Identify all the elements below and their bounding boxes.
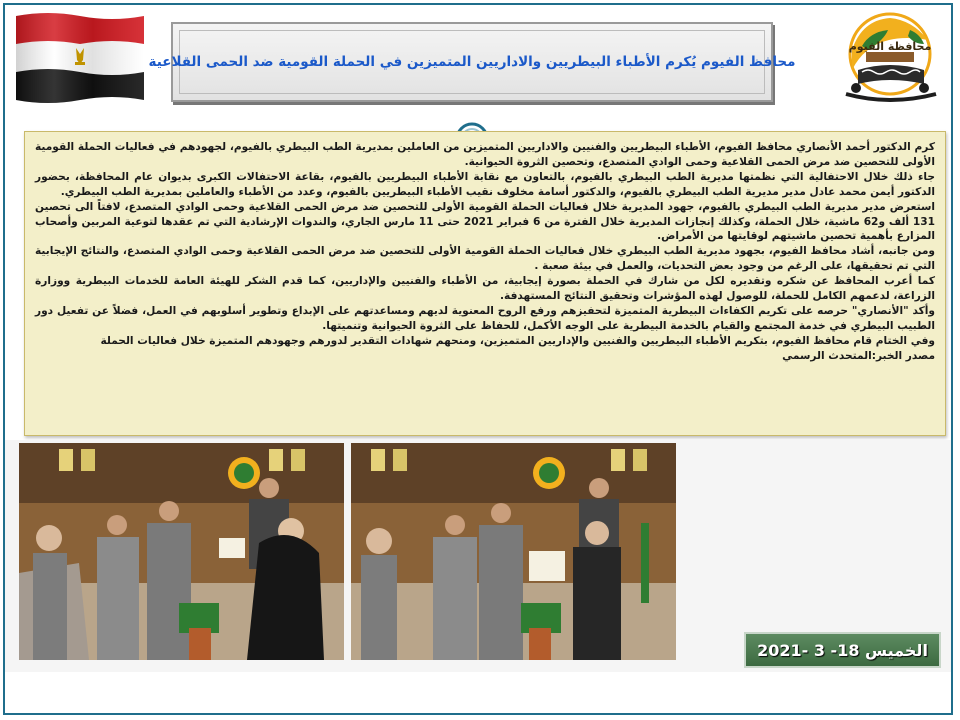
logo-text: محافظة الفيوم xyxy=(848,40,932,53)
page-title: محافظ الفيوم يُكرم الأطباء البيطريين والاداريين المتميزين في الحملة القومية ضد الحمى القلاعية xyxy=(148,54,796,70)
ceremony-photo-right xyxy=(351,443,676,660)
date-badge xyxy=(744,632,941,668)
article-panel xyxy=(24,131,946,436)
news-source: مصدر الخبر:المتحدث الرسمي xyxy=(782,349,935,362)
article-paragraph-5: كما أعرب المحافظ عن شكره وتقديره لكل من شارك في الحملة بصورة إيجابية، من الأطباء والفنيين والإداريين، كما قدم الشكر للهيئة العامة للخدمات البيطرية ووزارة الزراعة، لدعمهم الكامل للحملة، للوصول لهذه المؤشرات وتحقيق النتائج المستهدفة. xyxy=(35,275,935,303)
ceremony-photo-left xyxy=(19,443,344,660)
article-paragraph-3: استعرض مدير مديرية الطب البيطري بالفيوم، جهود المديرية خلال فعاليات الحملة القومية الأولى للتحصين ضد مرض الحمى القلاعية وحمى الوادي المتصدع، لافتاً الى تحصين 131 ألف و62 ماشية، خلال الحملة، وكذلك إنجازات المديرية خلال الفترة من 6 فبراير 2021 حتى 11 مارس الجاري، والندوات الإرشادية التي تم عقدها لتوعية المربين وأصحاب المزارع بأهمية تحصين ماشيتهم لوقايتها من الأمراض. xyxy=(35,200,935,243)
egypt-flag-icon xyxy=(14,10,146,106)
fayoum-governorate-logo-icon xyxy=(832,10,944,106)
article-paragraph-7: وفي الختام قام محافظ الفيوم، بتكريم الأطباء البيطريين والفنيين والإداريين المتميزين، ومنحهم شهادات التقدير لدورهم وجهودهم المتميزة خلال فعاليات الحملة xyxy=(100,334,935,347)
title-box xyxy=(148,22,796,102)
article-paragraph-6: وأكد "الأنصاري" حرصه على تكريم الكفاءات البيطرية المتميزة لتحفيزهم ورفع الروح المعنوية لديهم ومساعدتهم على الإبداع وتطوير أسلوبهم في العمل، فضلاً عن تفعيل دور الطبيب البيطري في خدمة المجتمع والقيام بالخدمة البيطرية على الوجه الأكمل، للحفاظ على الثروة الحيوانية وتنميتها. xyxy=(35,304,935,332)
article-paragraph-1: كرم الدكتور أحمد الأنصاري محافظ الفيوم، الأطباء البيطريين والفنيين والاداريين المتميزين من العاملين بمديرية الطب البيطري بالفيوم، لجهودهم في فعاليات الحملة القومية الأولى للتحصين ضد مرض الحمى القلاعية وحمى الوادي المتصدع، وتحصين الثروة الحيوانية. xyxy=(35,141,935,168)
title-inner-frame xyxy=(148,30,796,94)
date-label: الخميس 18- 3 -2021 xyxy=(757,640,928,660)
article-body xyxy=(25,132,945,364)
article-paragraph-4: ومن جانبه، أشاد محافظ الفيوم، بجهود مديرية الطب البيطري خلال فعاليات الحملة القومية الأولى للتحصين ضد مرض الحمى القلاعية وحمى الوادي المتصدع، والنتائج الإيجابية التي تم تحقيقها، على الرغم من وجود بعض التحديات، والعمل في بيئة صعبة . xyxy=(35,245,935,273)
article-paragraph-2: جاء ذلك خلال الاحتفالية التي نظمتها مديرية الطب البيطري بالفيوم، بالتعاون مع نقابة الأطباء البيطريين بالفيوم، بقاعة الاحتفالات الكبرى بديوان عام المحافظة، بحضور الدكتور أيمن محمد عادل مدير مديرية الطب البيطري بالفيوم، والدكتور أسامة مخلوف نقيب الأطباء البيطريين بالفيوم، وعدد من الأطباء والعاملين بمديرية الطب البيطري. xyxy=(35,170,935,198)
footer-strip xyxy=(5,673,951,713)
